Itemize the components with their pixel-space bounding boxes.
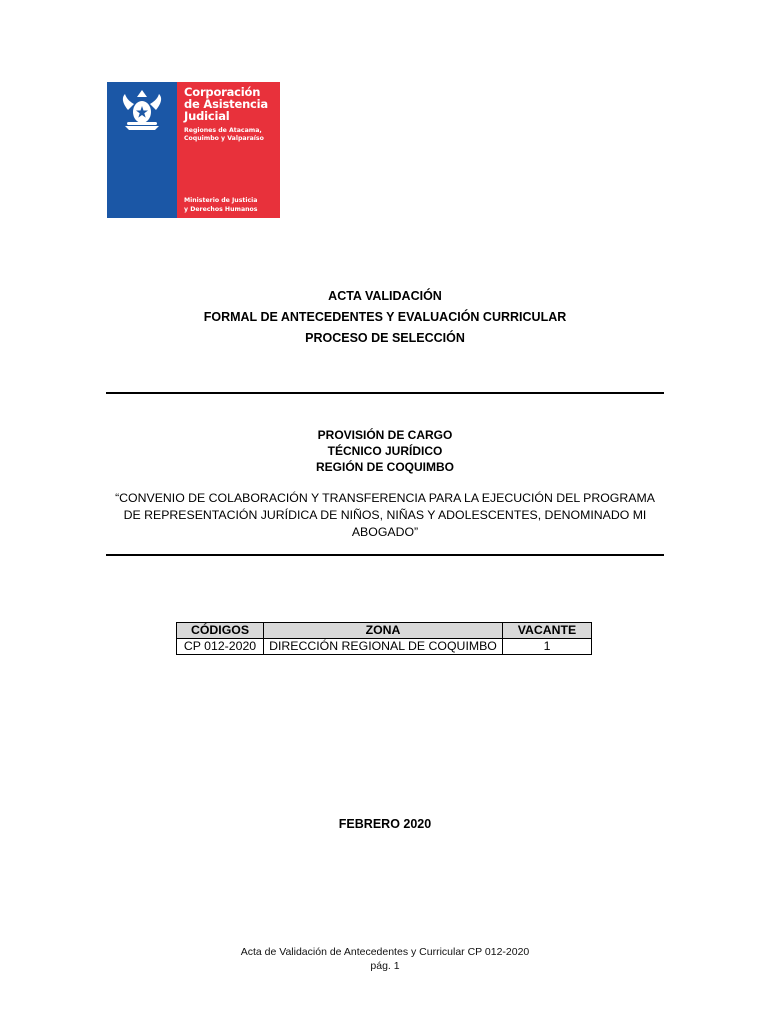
logo-title: Corporación de Asistencia Judicial (184, 85, 268, 123)
header-zona: ZONA (264, 623, 503, 639)
cell-zona: DIRECCIÓN REGIONAL DE COQUIMBO (264, 639, 503, 655)
provision-line-1: PROVISIÓN DE CARGO (317, 428, 453, 442)
footer-page-number: pág. 1 (370, 960, 400, 972)
table-row (177, 639, 592, 655)
header-codigos: CÓDIGOS (177, 623, 264, 639)
header-vacante: VACANTE (503, 623, 592, 639)
table-header-row (177, 623, 592, 639)
footer-document-name: Acta de Validación de Antecedentes y Curricular CP 012-2020 (240, 946, 530, 958)
coat-of-arms-icon (115, 88, 169, 132)
divider-top (106, 392, 664, 394)
logo-emblem-panel (107, 82, 177, 218)
provision-line-2: TÉCNICO JURÍDICO (327, 444, 443, 458)
divider-bottom (106, 554, 664, 556)
position-provision (0, 427, 770, 475)
logo-subtitle: Regiones de Atacama, Coquimbo y Valparaíso (184, 127, 264, 142)
title-line-1: ACTA VALIDACIÓN (328, 289, 442, 303)
provision-line-3: REGIÓN DE COQUIMBO (315, 460, 454, 474)
document-title (0, 286, 770, 349)
cell-vacante: 1 (503, 639, 592, 655)
agreement-description: “CONVENIO DE COLABORACIÓN Y TRANSFERENCIA PARA LA EJECUCIÓN DEL PROGRAMA DE REPRESENTACIÓN JURÍDICA DE NIÑOS, NIÑAS Y ADOLESCENTES, DENOMINADO MI ABOGADO” (115, 491, 655, 539)
codes-table (176, 622, 592, 655)
title-line-2: FORMAL DE ANTECEDENTES Y EVALUACIÓN CURRICULAR (203, 310, 567, 324)
cell-codigo: CP 012-2020 (177, 639, 264, 655)
page-footer (0, 945, 770, 973)
logo-ministry: Ministerio de Justicia y Derechos Humanos (184, 197, 258, 213)
document-date: FEBRERO 2020 (338, 817, 432, 831)
logo-text-panel (177, 82, 280, 218)
organization-logo (107, 82, 280, 218)
title-line-3: PROCESO DE SELECCIÓN (305, 331, 465, 345)
